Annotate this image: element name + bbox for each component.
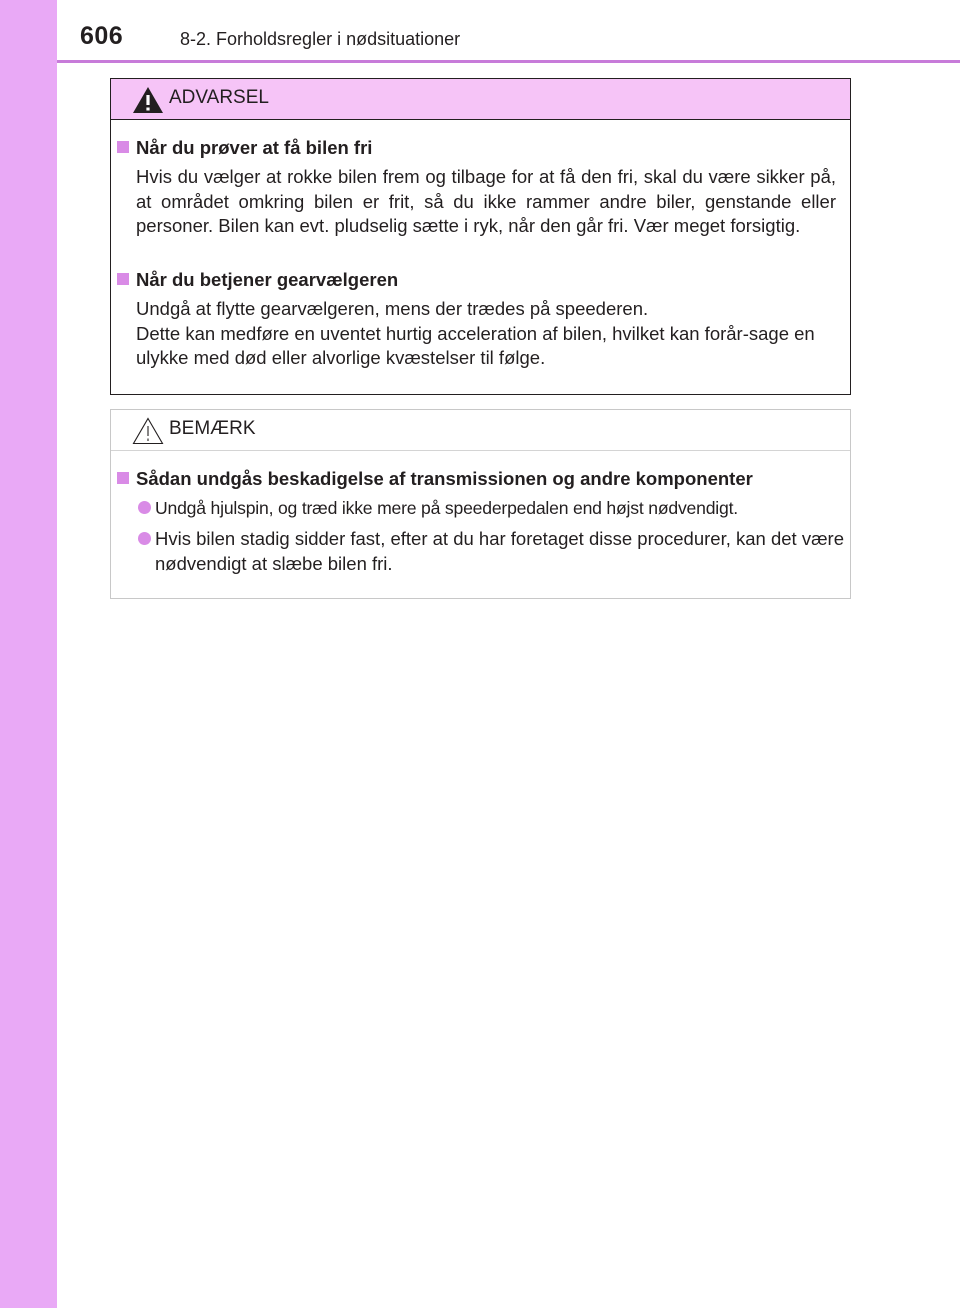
square-bullet-icon bbox=[117, 472, 129, 484]
warning-item-heading: Når du betjener gearvælgeren bbox=[117, 269, 398, 291]
notice-bullet-text: Hvis bilen stadig sidder fast, efter at du har foretaget disse procedurer, kan det være nødvendigt at slæbe bilen fri. bbox=[155, 528, 844, 574]
circle-bullet-icon bbox=[138, 501, 151, 514]
warning-triangle-icon bbox=[131, 85, 165, 115]
notice-heading: Sådan undgås beskadigelse af transmissionen og andre komponenter bbox=[117, 468, 753, 490]
warning-label: ADVARSEL bbox=[169, 87, 269, 108]
circle-bullet-icon bbox=[138, 532, 151, 545]
notice-header bbox=[111, 410, 850, 451]
warning-item-heading: Når du prøver at få bilen fri bbox=[117, 137, 372, 159]
warning-box bbox=[110, 78, 851, 395]
side-bar bbox=[0, 0, 57, 1308]
warning-paragraph: Undgå at flytte gearvælgeren, mens der trædes på speederen. bbox=[136, 298, 649, 319]
page-number: 606 bbox=[80, 22, 124, 50]
warning-item-body bbox=[136, 297, 836, 371]
notice-label: BEMÆRK bbox=[169, 418, 256, 439]
notice-box bbox=[110, 409, 851, 599]
warning-paragraph: Dette kan medføre en uventet hurtig acceleration af bilen, hvilket kan forår-sage en ulykke med død eller alvorlige kvæstelser til følge. bbox=[136, 322, 815, 368]
warning-paragraph: Hvis du vælger at rokke bilen frem og tilbage for at få den fri, skal du være sikker på, at området omkring bilen er frit, så du ikke rammer andre biler, genstande eller personer. Bilen kan evt. pludselig sætte i ryk, når den går fri. Vær meget forsigtig. bbox=[136, 166, 836, 236]
section-title: 8-2. Forholdsregler i nødsituationer bbox=[180, 29, 461, 49]
notice-bullet bbox=[138, 527, 848, 576]
notice-bullet bbox=[138, 496, 848, 521]
caution-outline-triangle-icon bbox=[131, 416, 165, 446]
square-bullet-icon bbox=[117, 141, 129, 153]
notice-bullet-text: Undgå hjulspin, og træd ikke mere på speederpedalen end højst nødvendigt. bbox=[155, 498, 738, 518]
warning-item-body bbox=[136, 165, 836, 239]
square-bullet-icon bbox=[117, 273, 129, 285]
header-rule bbox=[57, 60, 960, 63]
warning-header bbox=[111, 79, 850, 120]
